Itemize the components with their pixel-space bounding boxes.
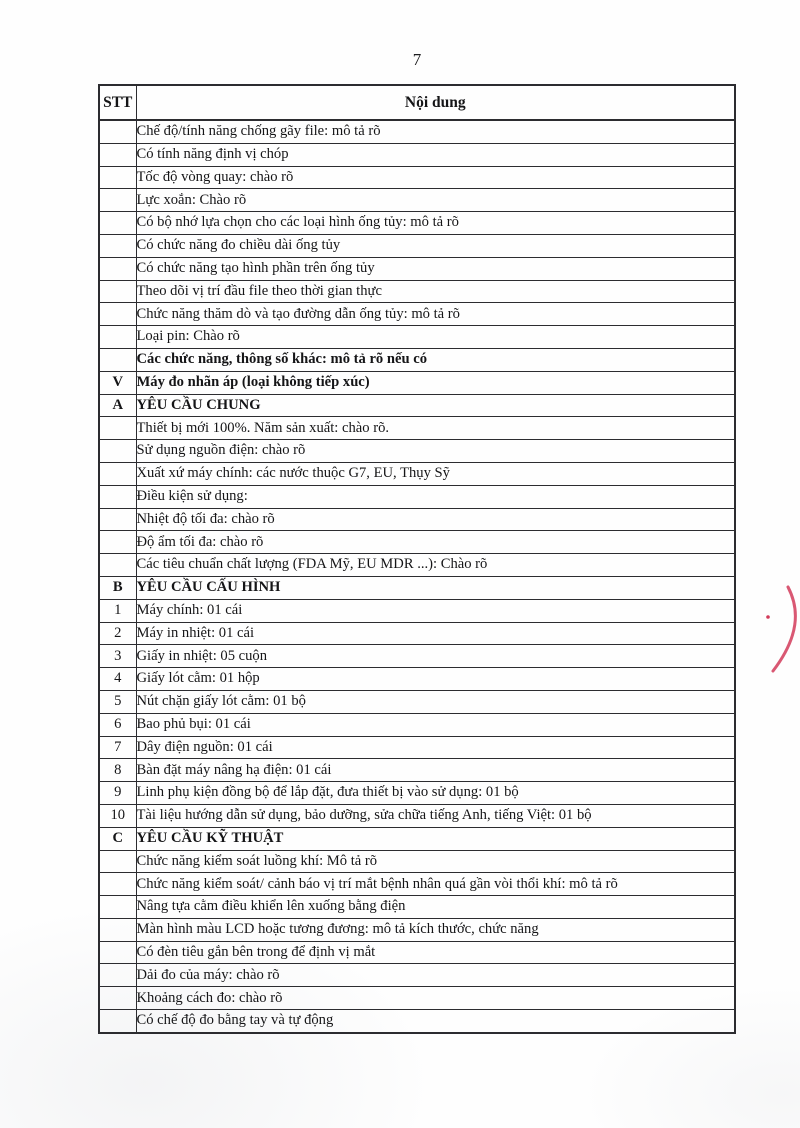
table-row [99,827,735,850]
row-stt [99,143,136,166]
table-row [99,645,735,668]
row-content: YÊU CẦU KỸ THUẬT [136,827,735,850]
table-row [99,234,735,257]
row-content: Sử dụng nguồn điện: chào rõ [136,440,735,463]
table-row [99,599,735,622]
table-row [99,417,735,440]
row-stt [99,941,136,964]
row-content: Lực xoắn: Chào rõ [136,189,735,212]
header-stt: STT [99,85,136,120]
row-content: Có chức năng tạo hình phần trên ống tủy [136,257,735,280]
row-stt [99,280,136,303]
row-stt: 5 [99,690,136,713]
table-row [99,896,735,919]
row-content: Chức năng kiểm soát luồng khí: Mô tả rõ [136,850,735,873]
red-pen-stroke [773,587,795,671]
row-stt [99,189,136,212]
table-row [99,485,735,508]
row-stt [99,918,136,941]
row-content: Tốc độ vòng quay: chào rõ [136,166,735,189]
table-row [99,143,735,166]
row-stt: 6 [99,713,136,736]
row-content: Nút chặn giấy lót cằm: 01 bộ [136,690,735,713]
row-stt: B [99,576,136,599]
row-content: Thiết bị mới 100%. Năm sản xuất: chào rõ. [136,417,735,440]
red-pen-mark [750,575,800,685]
row-stt [99,462,136,485]
row-content: Loại pin: Chào rõ [136,326,735,349]
row-content: Giấy in nhiệt: 05 cuộn [136,645,735,668]
row-stt [99,417,136,440]
row-stt [99,485,136,508]
row-content: Máy in nhiệt: 01 cái [136,622,735,645]
row-stt: 4 [99,668,136,691]
row-content: Nâng tựa cằm điều khiển lên xuống bằng điện [136,896,735,919]
row-content: YÊU CẦU CẤU HÌNH [136,576,735,599]
row-content: Các chức năng, thông số khác: mô tả rõ nếu có [136,348,735,371]
row-stt [99,257,136,280]
table-row [99,850,735,873]
row-content: Tài liệu hướng dẫn sử dụng, bảo dưỡng, sửa chữa tiếng Anh, tiếng Việt: 01 bộ [136,804,735,827]
row-stt [99,348,136,371]
table-row [99,736,735,759]
table-row [99,873,735,896]
header-row [99,85,735,120]
row-content: Bàn đặt máy nâng hạ điện: 01 cái [136,759,735,782]
row-stt [99,873,136,896]
row-content: Dây điện nguồn: 01 cái [136,736,735,759]
row-stt [99,166,136,189]
row-stt [99,987,136,1010]
row-content: Chức năng kiểm soát/ cảnh báo vị trí mắt bệnh nhân quá gần vòi thổi khí: mô tả rõ [136,873,735,896]
row-content: Chế độ/tính năng chống gãy file: mô tả rõ [136,120,735,143]
row-content: Chức năng thăm dò và tạo đường dẫn ống tủy: mô tả rõ [136,303,735,326]
table-row [99,326,735,349]
row-content: Độ ẩm tối đa: chào rõ [136,531,735,554]
row-stt: 1 [99,599,136,622]
row-content: Có chức năng đo chiều dài ống tủy [136,234,735,257]
red-pen-dot [766,615,770,619]
table-row [99,782,735,805]
row-content: Khoảng cách đo: chào rõ [136,987,735,1010]
row-stt [99,531,136,554]
table-row [99,189,735,212]
row-content: Dải đo của máy: chào rõ [136,964,735,987]
table-row [99,280,735,303]
row-stt [99,212,136,235]
table-row [99,759,735,782]
table-row [99,918,735,941]
row-stt [99,326,136,349]
row-content: Có tính năng định vị chóp [136,143,735,166]
table-row [99,987,735,1010]
row-content: Máy chính: 01 cái [136,599,735,622]
row-content: Máy đo nhãn áp (loại không tiếp xúc) [136,371,735,394]
table-body [99,120,735,1033]
row-stt: 2 [99,622,136,645]
table-row [99,120,735,143]
row-content: Theo dõi vị trí đầu file theo thời gian thực [136,280,735,303]
table-row [99,1010,735,1033]
table-row [99,440,735,463]
row-stt [99,508,136,531]
row-content: Có đèn tiêu gắn bên trong để định vị mắt [136,941,735,964]
row-content: Linh phụ kiện đồng bộ để lắp đặt, đưa thiết bị vào sử dụng: 01 bộ [136,782,735,805]
row-stt [99,896,136,919]
table-row [99,531,735,554]
table-row [99,804,735,827]
row-stt: 3 [99,645,136,668]
row-stt [99,440,136,463]
row-content: Màn hình màu LCD hoặc tương đương: mô tả kích thước, chức năng [136,918,735,941]
row-content: Có bộ nhớ lựa chọn cho các loại hình ống tủy: mô tả rõ [136,212,735,235]
header-content: Nội dung [136,85,735,120]
table-header [99,85,735,120]
row-content: Nhiệt độ tối đa: chào rõ [136,508,735,531]
table-row [99,690,735,713]
row-stt [99,303,136,326]
table-row [99,964,735,987]
table-row [99,166,735,189]
row-stt: C [99,827,136,850]
table-row [99,348,735,371]
row-content: Có chế độ đo bằng tay và tự động [136,1010,735,1033]
table-row [99,941,735,964]
row-stt [99,964,136,987]
table-row [99,394,735,417]
table-row [99,212,735,235]
page-number: 7 [412,50,422,69]
row-stt: V [99,371,136,394]
row-stt [99,1010,136,1033]
row-stt: 8 [99,759,136,782]
row-content: Bao phủ bụi: 01 cái [136,713,735,736]
table-row [99,462,735,485]
row-stt [99,234,136,257]
row-content: Điều kiện sử dụng: [136,485,735,508]
row-stt [99,554,136,577]
row-stt: 10 [99,804,136,827]
row-content: Các tiêu chuẩn chất lượng (FDA Mỹ, EU MDR ...): Chào rõ [136,554,735,577]
table-row [99,257,735,280]
row-stt: A [99,394,136,417]
table-row [99,576,735,599]
table-row [99,371,735,394]
row-stt: 7 [99,736,136,759]
row-content: Xuất xứ máy chính: các nước thuộc G7, EU, Thụy Sỹ [136,462,735,485]
table-row [99,713,735,736]
row-content: Giấy lót cằm: 01 hộp [136,668,735,691]
table-row [99,303,735,326]
row-stt: 9 [99,782,136,805]
table-row [99,508,735,531]
table-row [99,622,735,645]
table-row [99,668,735,691]
row-stt [99,850,136,873]
row-stt [99,120,136,143]
content-table [98,84,736,1034]
row-content: YÊU CẦU CHUNG [136,394,735,417]
table-row [99,554,735,577]
